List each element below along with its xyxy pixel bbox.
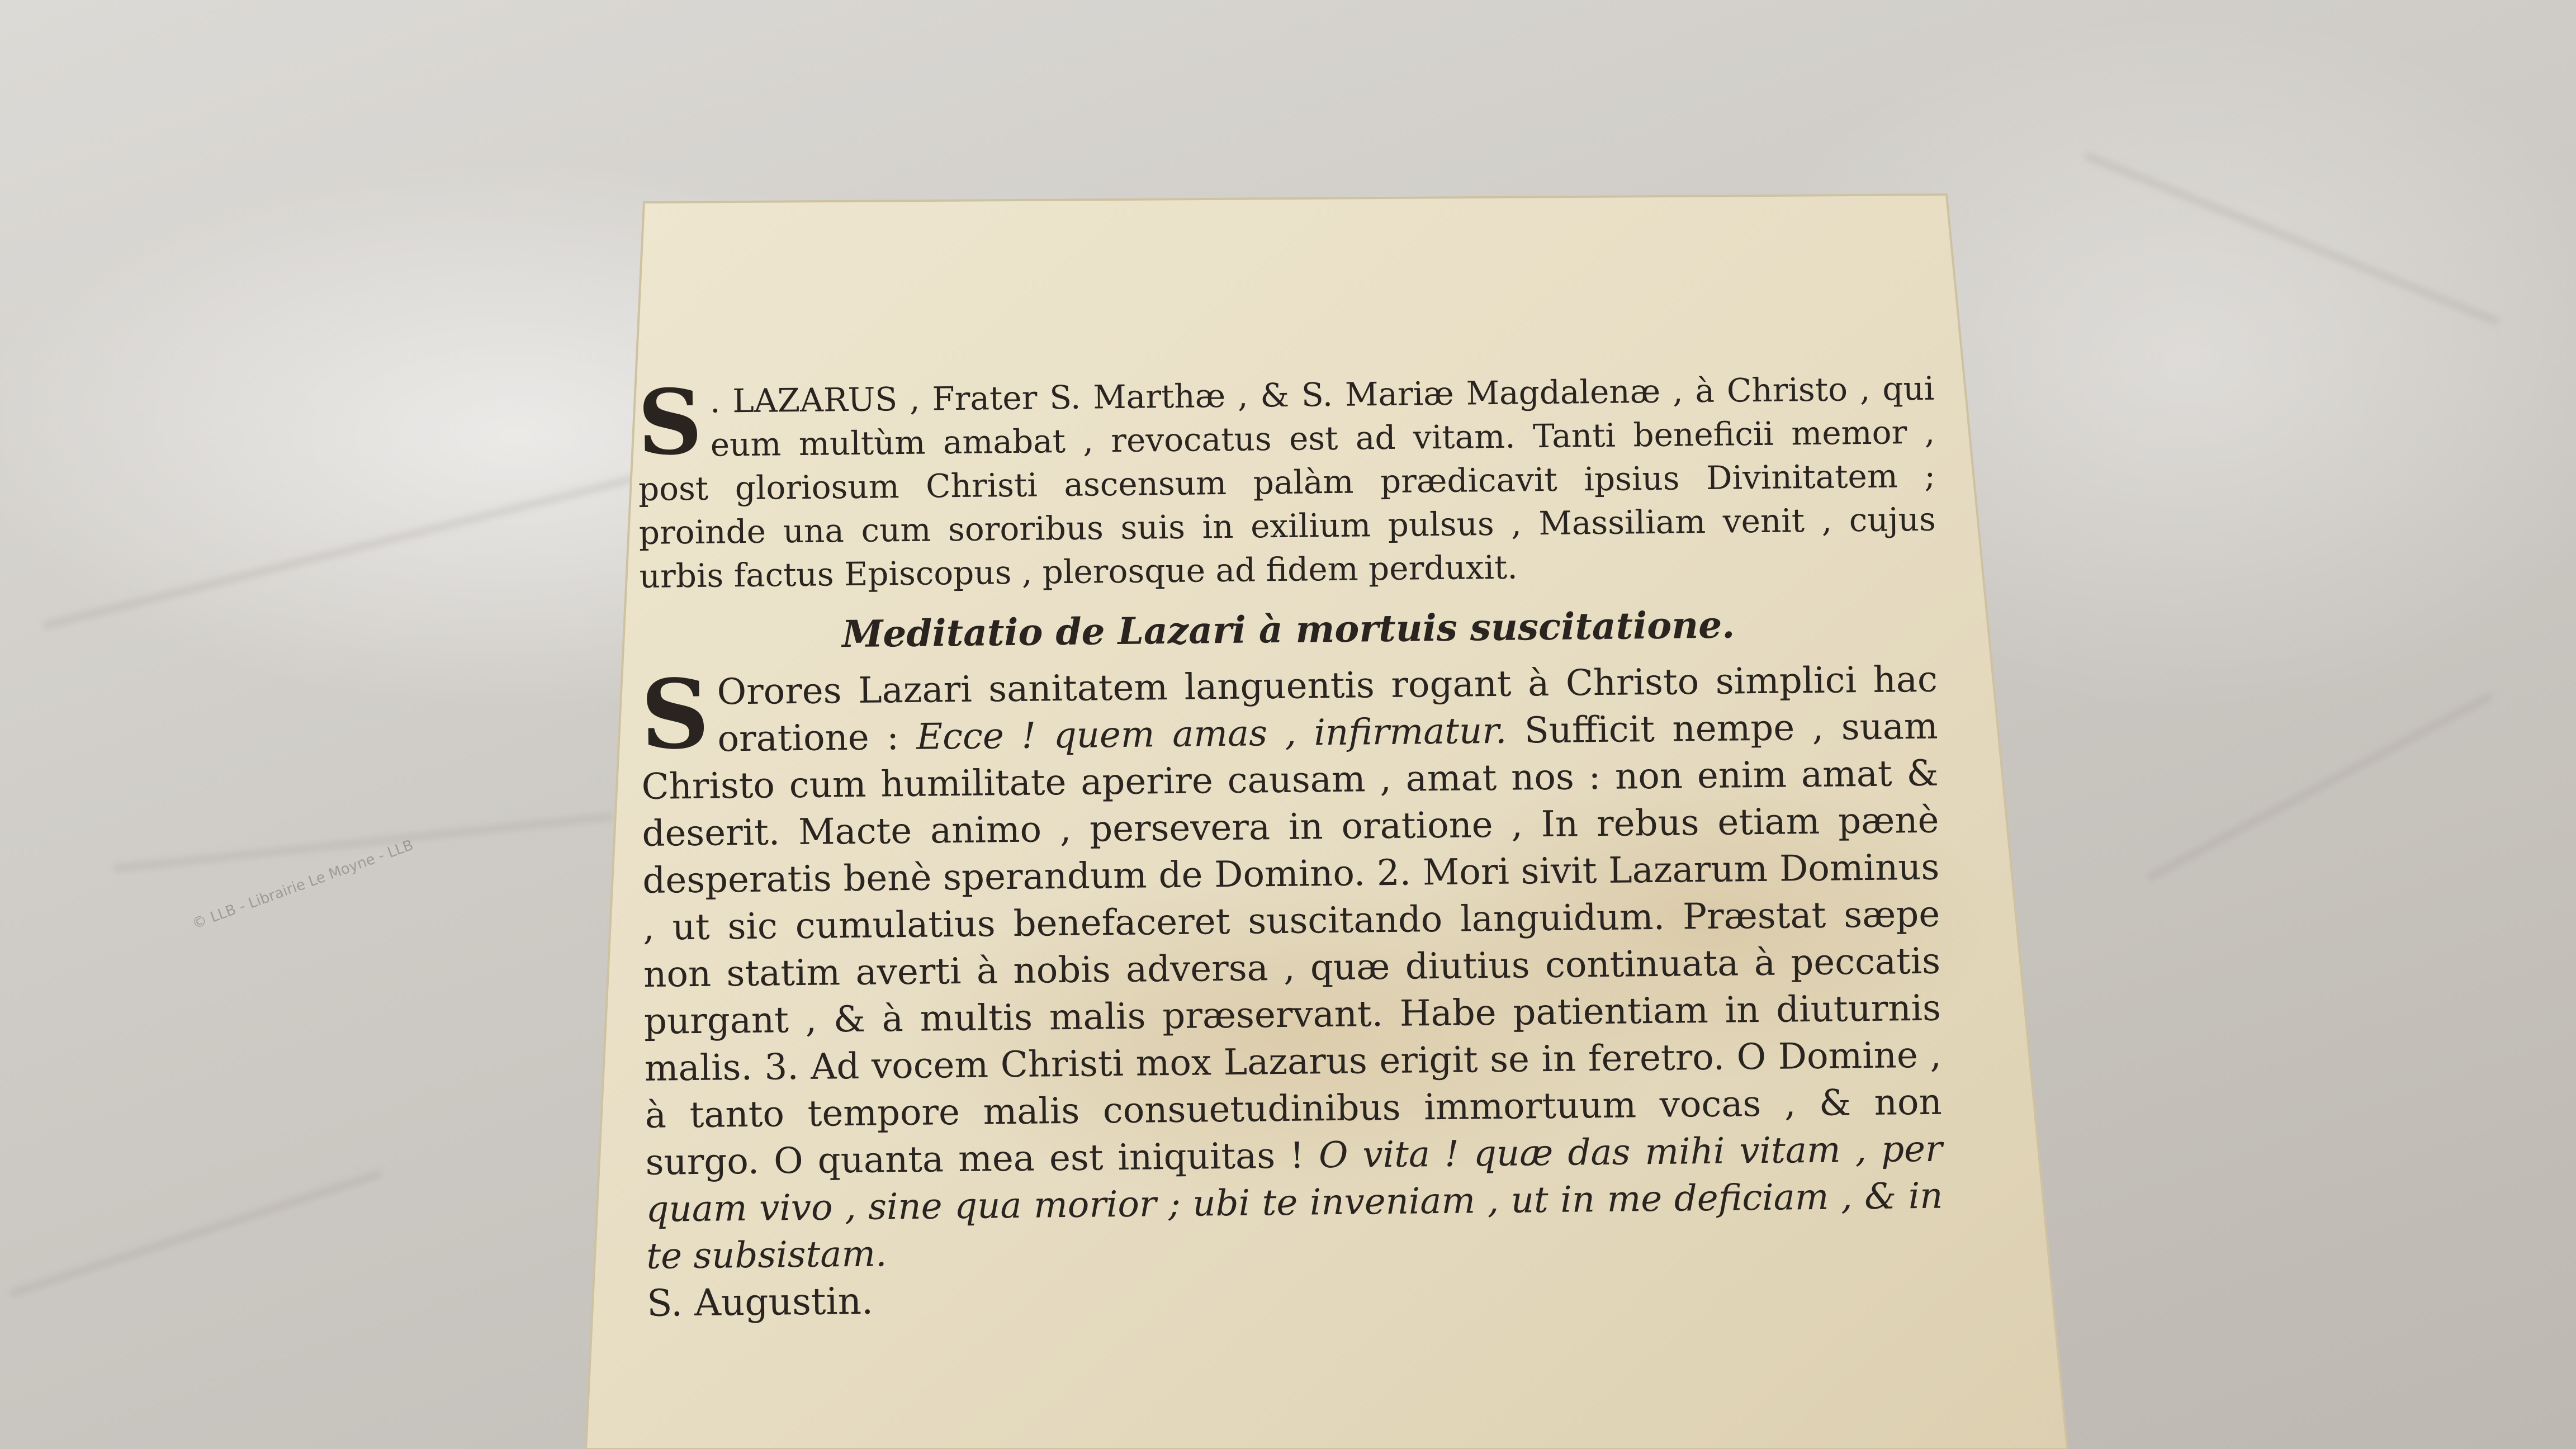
meditation-heading: Meditatio de Lazari à mortuis suscitatione. bbox=[841, 603, 1735, 656]
watermark-text: © LLB - Librairie Le Moyne - LLB bbox=[190, 836, 416, 933]
meditation-text-b: Sufficit nempe , suam Christo cum humilitate aperire causam , amat nos : non enim amat & deserit. Macte animo , persevera in oratione , In rebus etiam pænè desperatis benè sperandum de Domino. 2. Mori sivit Lazarum Dominus , ut sic cumulatius benefaceret suscitando languidum. Præstat sæpe non statim averti à nobis adversa , quæ diutius continuata à peccatis purgant , & à multis malis præservant. Habe patientiam in diuturnis malis. 3. Ad vocem Christi mox Lazarus erigit se in feretro. O Domine , à tanto tempore malis consuetudinibus immortuum vocas , & non surgo. O quanta mea est iniquitas ! bbox=[641, 705, 1943, 1183]
meditation-text-a: Orores Lazari sanitatem languentis rogant à Christo simplici hac oratione : bbox=[717, 659, 1938, 760]
meditation-quote: Ecce ! quem amas , infirmatur. bbox=[916, 710, 1507, 758]
lazarus-paragraph bbox=[637, 367, 1936, 598]
lazarus-paragraph-text: . LAZARUS , Frater S. Marthæ , & S. Mariæ Magdalenæ , à Christo , qui eum multùm amabat , revocatus est ad vitam. Tanti beneficii memor , post gloriosum Christi ascensum palàm prædicavit ipsius Divinitatem ; proinde una cum sororibus suis in exilium pulsus , Massiliam venit , cujus urbis factus Episcopus , plerosque ad fidem perduxit. bbox=[638, 369, 1936, 595]
printed-text-block bbox=[637, 367, 1944, 1327]
dropcap-s: S bbox=[637, 369, 703, 475]
signature: S. Augustin. bbox=[646, 1279, 874, 1325]
dropcap-s-2: S bbox=[640, 658, 711, 771]
augustine-quote: O vita ! quæ das mihi vitam , per quam vivo , sine qua morior ; ubi te inveniam , ut in me deficiam , & in te subsistam. bbox=[646, 1128, 1943, 1277]
meditation-paragraph bbox=[640, 656, 1943, 1280]
